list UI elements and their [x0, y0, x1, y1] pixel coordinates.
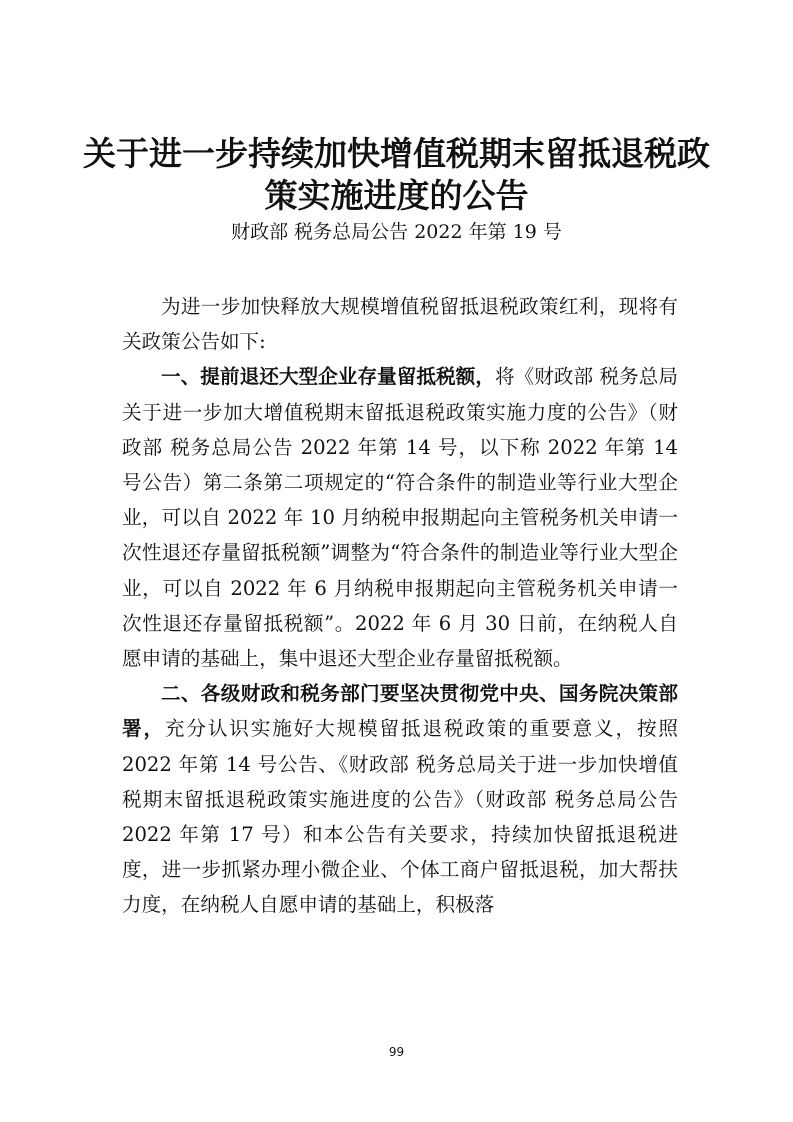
- document-body: [122, 289, 678, 923]
- document-title: 关于进一步持续加快增值税期末留抵退税政策实施进度的公告: [83, 134, 710, 215]
- intro-paragraph: 为进一步加快释放大规模增值税留抵退税政策红利，现将有关政策公告如下:: [122, 295, 678, 354]
- section-2-heading: 二、各级财政和税务部门要坚决贯彻党中央、国务院决策部署，: [122, 682, 678, 741]
- page-number: 99: [388, 1045, 405, 1059]
- section-1-paragraph: [122, 359, 678, 676]
- section-1-text: 将《财政部 税务总局关于进一步加大增值税期末留抵退税政策实施力度的公告》（财政部 税务总局公告 2022 年第 14 号，以下称 2022 年第 14 号公告）第二条第二项规定的“符合条件的制造业等行业大型企业，可以自 2022 年 10 月纳税申报期起向主管税务机关申请一次性退还存量留抵税额”调整为“符合条件的制造业等行业大型企业，可以自 2022 年 6 月纳税申报期起向主管税务机关申请一次性退还存量留抵税额”。2022 年 6 月 30 日前，在纳税人自愿申请的基础上，集中退还大型企业存量留抵税额。: [122, 365, 679, 671]
- document-subtitle: 财政部 税务总局公告 2022 年第 19 号: [231, 221, 562, 243]
- section-2-text: 充分认识实施好大规模留抵退税政策的重要意义，按照 2022 年第 14 号公告、《财政部 税务总局关于进一步加快增值税期末留抵退税政策实施进度的公告》（财政部 税务总局公告 2022 年第 17 号）和本公告有关要求，持续加快留抵退税进度，进一步抓紧办理小微企业、个体工商户留抵退税，加大帮扶力度，在纳税人自愿申请的基础上，积极落: [122, 717, 679, 917]
- section-2-paragraph: [122, 676, 678, 922]
- section-1-heading: 一、提前退还大型企业存量留抵税额，: [161, 365, 495, 389]
